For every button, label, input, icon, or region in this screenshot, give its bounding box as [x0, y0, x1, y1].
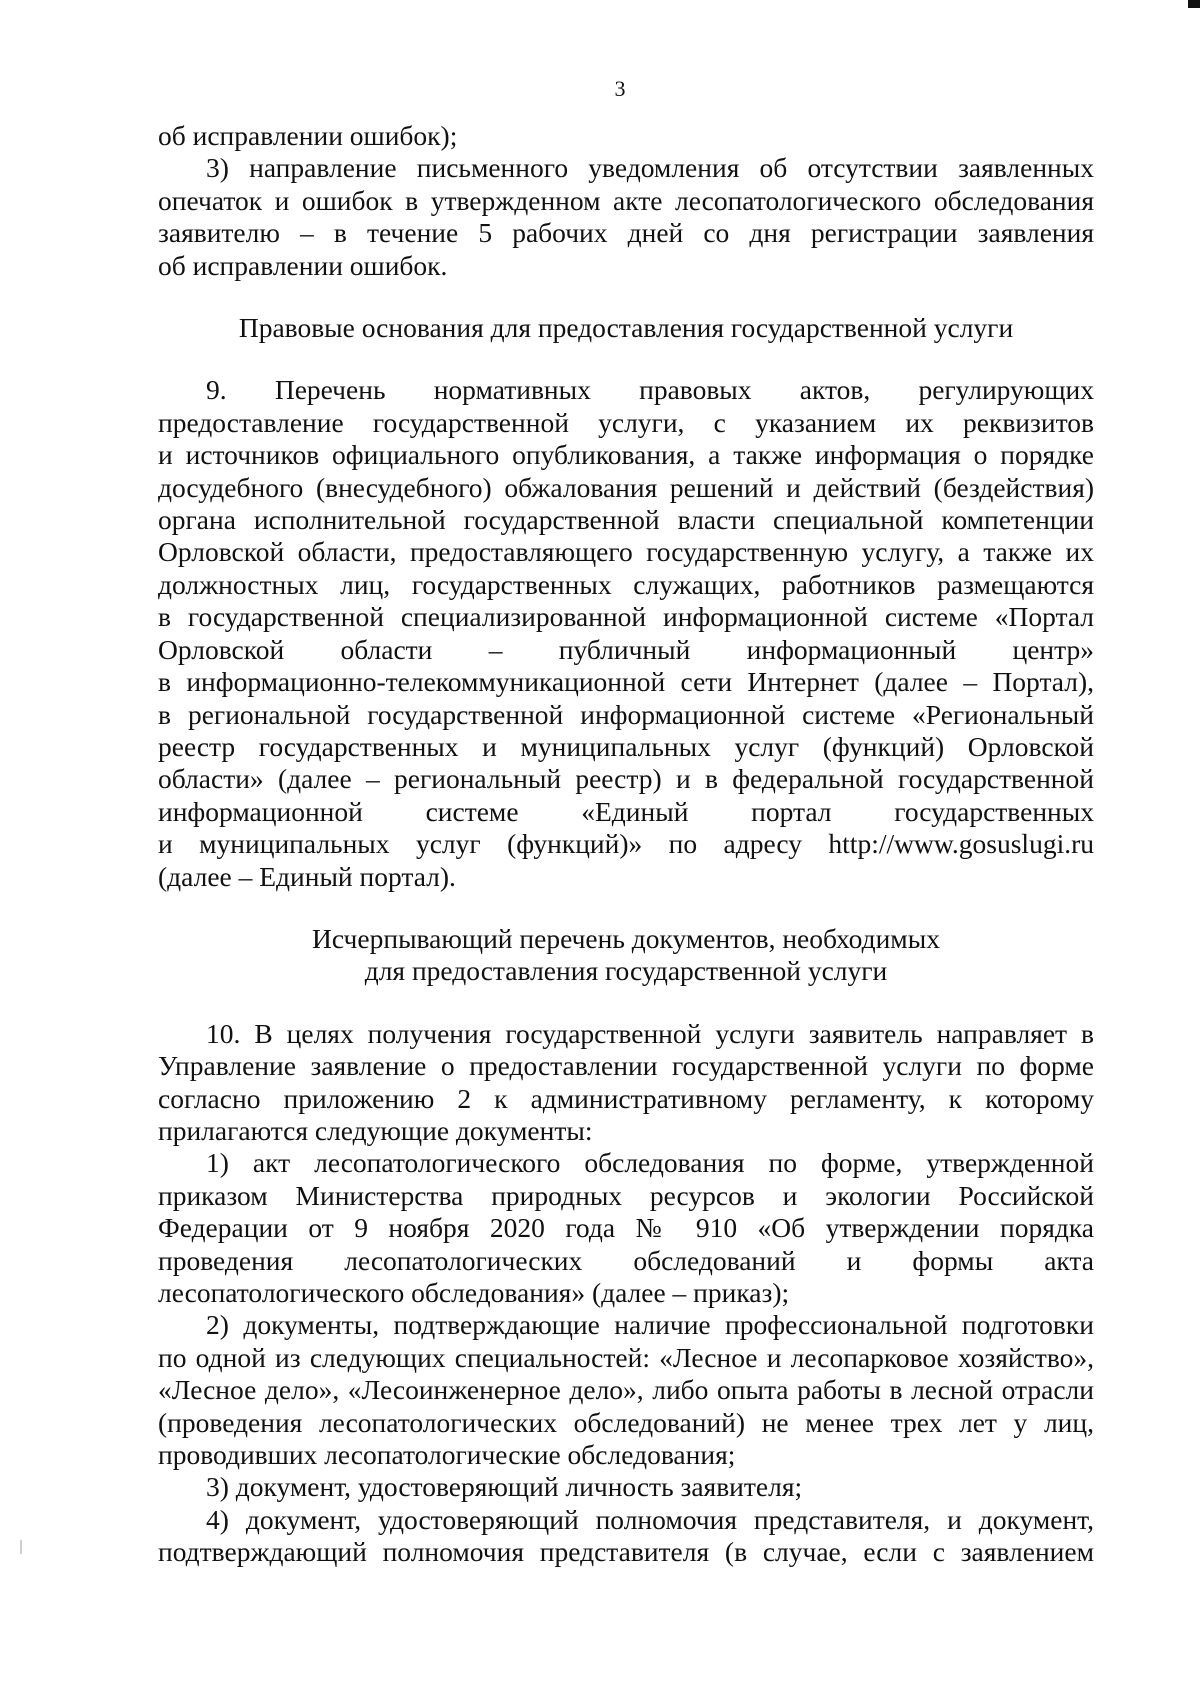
text-line: приказом Министерства природных ресурсов и экологии Российской: [158, 1179, 1094, 1211]
text-line: органа исполнительной государственной власти специальной компетенции: [158, 504, 1094, 536]
text-line: предоставление государственной услуги, с указанием их реквизитов: [158, 406, 1094, 438]
text-line: информационной системе «Единый портал государственных: [158, 795, 1094, 827]
text-line: опечаток и ошибок в утвержденном акте лесопатологического обследования: [158, 184, 1094, 216]
text-line: Орловской области, предоставляющего государственную услугу, а также их: [158, 536, 1094, 568]
text-line: 3) направление письменного уведомления об отсутствии заявленных: [206, 152, 1094, 184]
paragraph-continuation: [158, 120, 1094, 282]
text-line: в региональной государственной информационной системе «Региональный: [158, 698, 1094, 730]
text-line: лесопатологического обследования» (далее – приказ);: [158, 1277, 790, 1308]
scan-artifact: [20, 1540, 22, 1554]
paragraph-item-10: [158, 1018, 1094, 1569]
text-line: проводивших лесопатологические обследования;: [158, 1439, 736, 1471]
text-line: 1) акт лесопатологического обследования по форме, утвержденной: [206, 1147, 1094, 1179]
text-line: об исправлении ошибок.: [158, 249, 448, 281]
text-line: (далее – Единый портал).: [158, 860, 456, 892]
text-line: согласно приложению 2 к административному регламенту, к которому: [158, 1082, 1094, 1114]
text-line: досудебного (внесудебного) обжалования решений и действий (бездействия): [158, 471, 1094, 503]
text-line: Управление заявление о предоставлении государственной услуги по форме: [158, 1050, 1094, 1082]
scan-corner-mark: [1188, 0, 1200, 8]
text-line: проведения лесопатологических обследований и формы акта: [158, 1244, 1094, 1276]
page-number: 3: [614, 76, 626, 101]
heading-line: Исчерпывающий перечень документов, необходимых: [312, 922, 940, 954]
text-line: 10. В целях получения государственной услуги заявитель направляет в: [206, 1017, 1094, 1049]
text-line: (проведения лесопатологических обследований) не менее трех лет у лиц,: [158, 1406, 1094, 1438]
text-line: области» (далее – региональный реестр) и в федеральной государственной: [158, 763, 1094, 795]
text-line: Федерации от 9 ноября 2020 года № 910 «Об утверждении порядка: [158, 1212, 1094, 1244]
heading-line: для предоставления государственной услуги: [364, 955, 888, 987]
text-line: в государственной специализированной информационной системе «Портал: [158, 601, 1094, 633]
text-line: должностных лиц, государственных служащих, работников размещаются: [158, 568, 1094, 600]
text-line: прилагаются следующие документы:: [158, 1114, 593, 1146]
text-line: в информационно-телекоммуникационной сети Интернет (далее – Портал),: [158, 666, 1094, 698]
text-line: 9. Перечень нормативных правовых актов, регулирующих: [206, 374, 1094, 406]
text-line: подтверждающий полномочия представителя (в случае, если с заявлением: [158, 1536, 1094, 1568]
text-line: 4) документ, удостоверяющий полномочия представителя, и документ,: [206, 1503, 1094, 1535]
text-line: реестр государственных и муниципальных услуг (функций) Орловской: [158, 730, 1094, 762]
text-line: заявителю – в течение 5 рабочих дней со дня регистрации заявления: [158, 217, 1094, 249]
document-body: [158, 120, 1094, 1569]
text-line: «Лесное дело», «Лесоинженерное дело», либо опыта работы в лесной отрасли: [158, 1374, 1094, 1406]
section-heading: Правовые основания для предоставления государственной услуги: [238, 312, 1014, 344]
section-heading-documents: [158, 923, 1094, 988]
text-line: 3) документ, удостоверяющий личность заявителя;: [206, 1471, 803, 1503]
text-line: и источников официального опубликования, а также информация о порядке: [158, 439, 1094, 471]
text-line: по одной из следующих специальностей: «Лесное и лесопарковое хозяйство»,: [158, 1341, 1094, 1373]
text-line: об исправлении ошибок);: [158, 120, 458, 151]
text-line: Орловской области – публичный информационный центр»: [158, 633, 1094, 665]
text-line: 2) документы, подтверждающие наличие профессиональной подготовки: [206, 1309, 1094, 1341]
paragraph-item-9: [158, 374, 1094, 893]
text-line: и муниципальных услуг (функций)» по адресу http://www.gosuslugi.ru: [158, 828, 1094, 860]
